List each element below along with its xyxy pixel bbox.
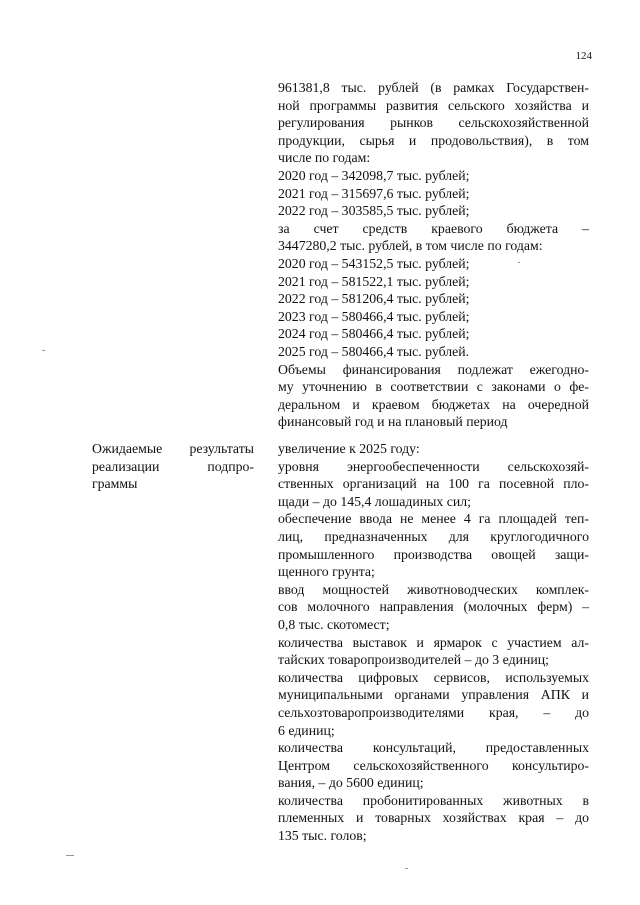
- text-line: промышленного производства овощей защи-: [278, 546, 589, 562]
- text-line: муниципальными органами управления АПК и: [278, 687, 589, 703]
- text-line: му уточнению в соответствии с законами о фе-: [278, 379, 589, 395]
- text-line: 3447280,2 тыс. рублей, в том числе по годам:: [278, 238, 543, 254]
- text-line: вания, – до 5600 единиц;: [278, 775, 424, 791]
- text-line: финансовый год и на плановый период: [278, 414, 508, 430]
- text-line: продукции, сырья и продовольствия), в том: [278, 132, 589, 148]
- results-text-block: [278, 440, 589, 845]
- scan-speck: [42, 350, 45, 351]
- scan-speck: [405, 868, 408, 869]
- text-line: племенных и товарных хозяйствах края – до: [278, 810, 589, 826]
- text-line: 2021 год – 581522,1 тыс. рублей;: [278, 273, 470, 289]
- text-line: щади – до 145,4 лошадиных сил;: [278, 493, 471, 509]
- text-line: сов молочного направления (молочных ферм) –: [278, 599, 589, 615]
- scan-speck: [518, 262, 520, 263]
- text-line: 2021 год – 315697,6 тыс. рублей;: [278, 185, 470, 201]
- label-line: реализации подпро-: [92, 458, 254, 474]
- text-line: увеличение к 2025 году:: [278, 441, 420, 456]
- scan-speck: [66, 855, 74, 856]
- text-line: за счет средств краевого бюджета –: [278, 220, 589, 236]
- text-line: деральном и краевом бюджетах на очередной: [278, 396, 589, 412]
- text-line: лиц, предназначенных для круглогодичного: [278, 528, 589, 544]
- text-line: числе по годам:: [278, 150, 371, 166]
- results-label: [92, 440, 254, 493]
- label-line: Ожидаемые результаты: [92, 441, 254, 456]
- text-line: ввод мощностей животноводческих комплек-: [278, 581, 589, 597]
- text-line: 2022 год – 303585,5 тыс. рублей;: [278, 203, 470, 219]
- text-line: тайских товаропроизводителей – до 3 единиц;: [278, 652, 549, 668]
- text-line: 0,8 тыс. скотомест;: [278, 616, 390, 632]
- page-number: 124: [575, 50, 592, 62]
- text-line: щенного грунта;: [278, 564, 375, 580]
- funding-text-block: [278, 79, 589, 431]
- text-line: 2022 год – 581206,4 тыс. рублей;: [278, 291, 470, 307]
- text-line: 961381,8 тыс. рублей (в рамках Государствен-: [278, 80, 589, 95]
- text-line: ственных организаций на 100 га посевной пло-: [278, 476, 589, 492]
- text-line: количества консультаций, предоставленных: [278, 740, 589, 756]
- text-line: Объемы финансирования подлежат ежегодно-: [278, 361, 589, 377]
- text-line: Центром сельскохозяйственного консультиро-: [278, 757, 589, 773]
- text-line: 6 единиц;: [278, 722, 335, 738]
- text-line: 135 тыс. голов;: [278, 828, 367, 844]
- text-line: сельхозтоваропроизводителями края, – до: [278, 704, 589, 720]
- text-line: уровня энергообеспеченности сельскохозяй-: [278, 458, 589, 474]
- text-line: количества цифровых сервисов, используемых: [278, 669, 589, 685]
- label-line: граммы: [92, 476, 138, 492]
- text-line: регулирования рынков сельскохозяйственной: [278, 115, 589, 131]
- text-line: ной программы развития сельского хозяйства и: [278, 97, 589, 113]
- text-line: обеспечение ввода не менее 4 га площадей теп-: [278, 511, 589, 527]
- text-line: количества выставок и ярмарок с участием ал-: [278, 634, 589, 650]
- text-line: 2024 год – 580466,4 тыс. рублей;: [278, 326, 470, 342]
- text-line: 2025 год – 580466,4 тыс. рублей.: [278, 343, 470, 359]
- text-line: 2023 год – 580466,4 тыс. рублей;: [278, 308, 470, 324]
- text-line: 2020 год – 342098,7 тыс. рублей;: [278, 167, 470, 183]
- text-line: 2020 год – 543152,5 тыс. рублей;: [278, 255, 470, 271]
- text-line: количества пробонитированных животных в: [278, 792, 589, 808]
